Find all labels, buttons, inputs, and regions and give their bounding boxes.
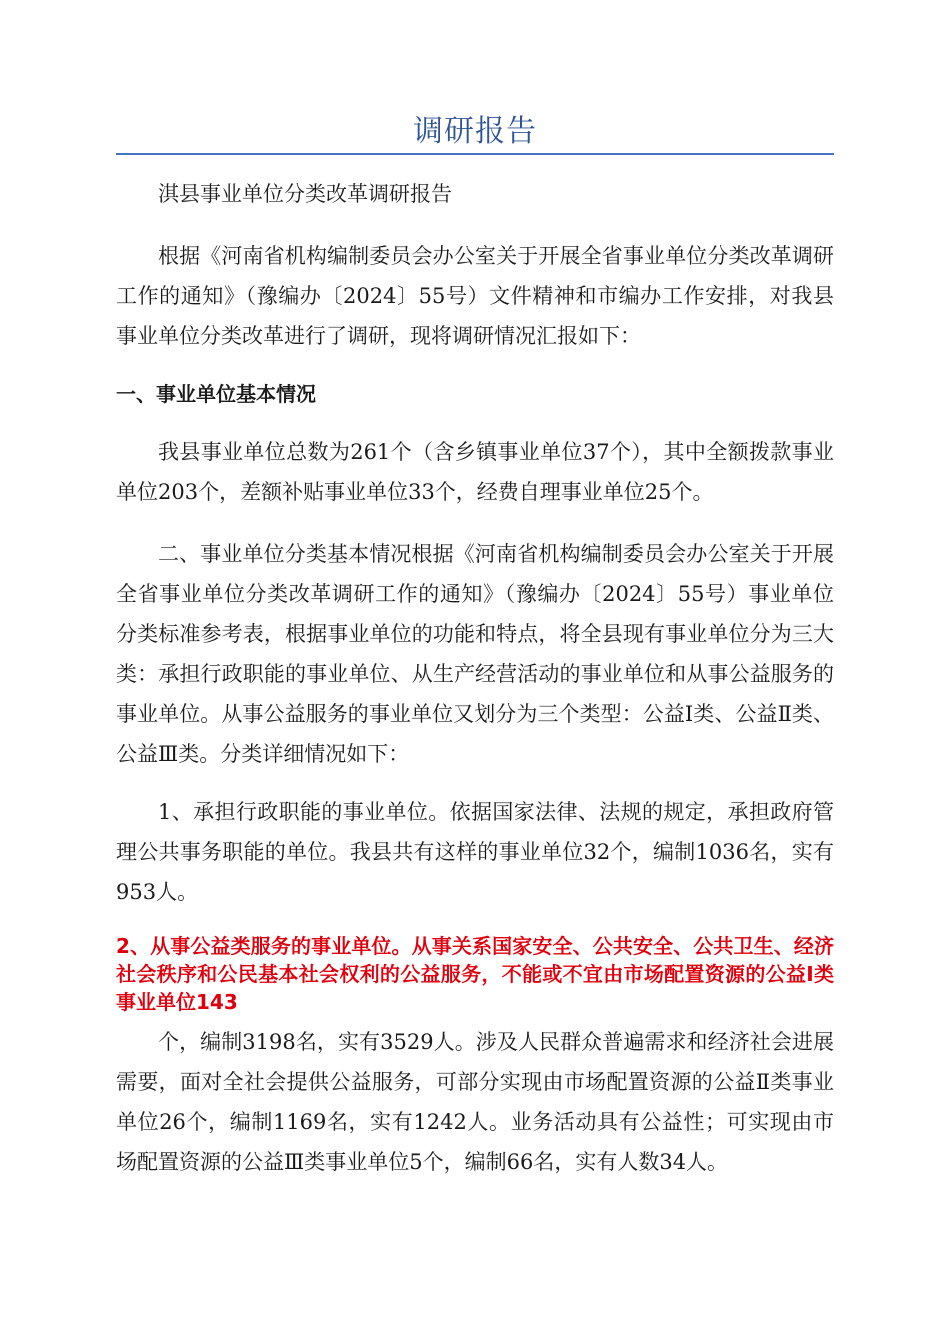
section-1-paragraph: 我县事业单位总数为261个（含乡镇事业单位37个），其中全额拨款事业单位203个，差额补贴事业单位33个，经费自理事业单位25个。: [116, 440, 834, 504]
section-2-paragraph: 二、事业单位分类基本情况根据《河南省机构编制委员会办公室关于开展全省事业单位分类改革调研工作的通知》（豫编办〔2024〕55号）事业单位分类标准参考表，根据事业单位的功能和特点，将全县现有事业单位分为三大类：承担行政职能的事业单位、从生产经营活动的事业单位和从事公益服务的事业单位。从事公益服务的事业单位又划分为三个类型：公益Ⅰ类、公益Ⅱ类、公益Ⅲ类。分类详细情况如下：: [116, 542, 834, 766]
item-2-continued-paragraph: 个，编制3198名，实有3529人。涉及人民群众普遍需求和经济社会进展需要，面对全社会提供公益服务，可部分实现由市场配置资源的公益Ⅱ类事业单位26个，编制1169名，实有1242人。业务活动具有公益性；可实现由市场配置资源的公益Ⅲ类事业单位5个，编制66名，实有人数34人。: [116, 1030, 834, 1174]
document-title: 调研报告: [413, 114, 537, 149]
title-underline: [116, 153, 834, 155]
section-1-heading: 一、事业单位基本情况: [116, 382, 316, 406]
document-body: [116, 174, 834, 1182]
report-subtitle: 淇县事业单位分类改革调研报告: [158, 182, 452, 206]
item-1-paragraph: 1、承担行政职能的事业单位。依据国家法律、法规的规定，承担政府管理公共事务职能的单位。我县共有这样的事业单位32个，编制1036名，实有953人。: [116, 800, 834, 904]
intro-paragraph: 根据《河南省机构编制委员会办公室关于开展全省事业单位分类改革调研工作的通知》（豫编办〔2024〕55号）文件精神和市编办工作安排，对我县事业单位分类改革进行了调研，现将调研情况汇报如下：: [116, 244, 834, 348]
item-2-highlight-paragraph: 2、从事公益类服务的事业单位。从事关系国家安全、公共安全、公共卫生、经济社会秩序和公民基本社会权利的公益服务，不能或不宜由市场配置资源的公益Ⅰ类事业单位143: [116, 934, 834, 1014]
